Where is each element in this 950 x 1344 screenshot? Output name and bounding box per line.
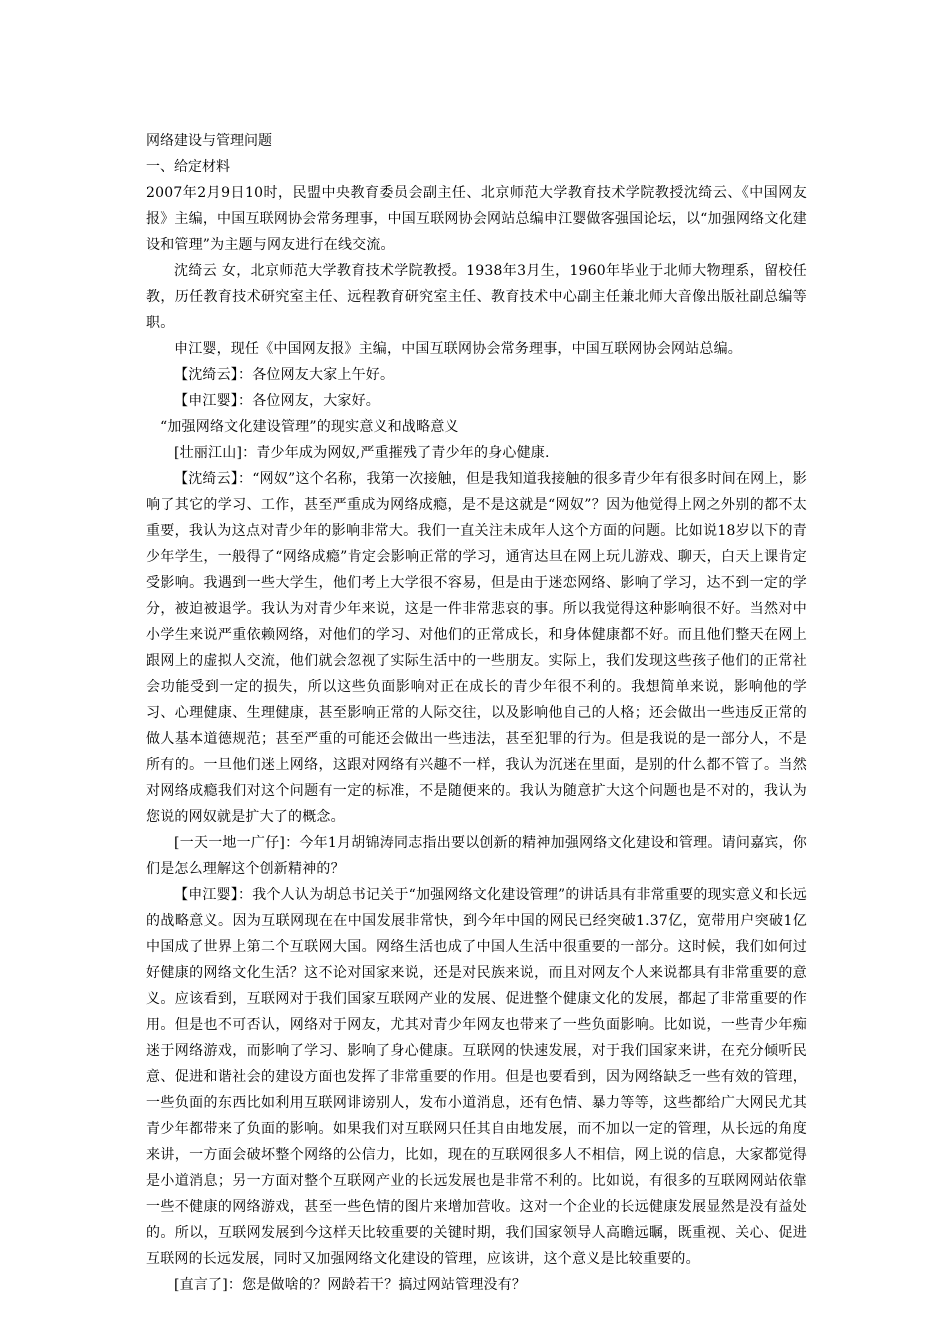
answer-jiang: 【申江婴】：我个人认为胡总书记关于“加强网络文化建设管理”的讲话具有非常重要的现实意义和长远的战略意义。因为互联网现在在中国发展非常快，到今年中国的网民已经突破1.37亿，宽带用户突破1亿中国成了世界上第二个互联网大国。网络生活也成了中国人生活中很重要的一部分。这时候，我们如何过好健康的网络文化生活？这不论对国家来说，还是对民族来说，而且对网友个人来说都具有非常重要的意义。应该看到，互联网对于我们国家互联网产业的发展、促进整个健康文化的发展，都起了非常重要的作用。但是也不可否认，网络对于网友，尤其对青少年网友也带来了一些负面影响。比如说，一些青少年痴迷于网络游戏，而影响了学习、影响了身心健康。互联网的快速发展，对于我们国家来讲，在充分倾听民意、促进和谐社会的建设方面也发挥了非常重要的作用。但是也要看到，因为网络缺乏一些有效的管理，一些负面的东西比如利用互联网诽谤别人，发布小道消息，还有色情、暴力等等，这些都给广大网民尤其青少年都带来了负面的影响。如果我们对互联网只任其自由地发展，而不加以一定的管理，从长远的角度来讲，一方面会破坏整个网络的公信力，比如，现在的互联网很多人不相信，网上说的信息，大家都觉得是小道消息；另一方面对整个互联网产业的长远发展也是非常不利的。比如说，有很多的互联网网站依靠一些不健康的网络游戏，甚至一些色情的图片来增加营收。这对一个企业的长远健康发展显然是没有益处的。所以，互联网发展到今这样天比较重要的关键时期，我们国家领导人高瞻远瞩，既重视、关心、促进互联网的长远发展，同时又加强网络文化建设的管理，应该讲，这个意义是比较重要的。 [146,887,807,1267]
question-guangzai: [一天一地一广仔]：今年1月胡锦涛同志指出要以创新的精神加强网络文化建设和管理。请问嘉宾，你们是怎么理解这个创新精神的？ [146,835,807,877]
topic-heading: “加强网络文化建设管理”的现实意义和战略意义 [160,419,459,435]
answer-shen: 【沈绮云】：“网奴”这个名称，我第一次接触，但是我知道我接触的很多青少年有很多时间在网上，影响了其它的学习、工作，甚至严重成为网络成瘾，是不是这就是“网奴”？因为他觉得上网之外别的都不太重要，我认为这点对青少年的影响非常大。我们一直关注未成年人这个方面的问题。比如说18岁以下的青少年学生，一般得了“网络成瘾”肯定会影响正常的学习，通宵达旦在网上玩儿游戏、聊天，白天上课肯定受影响。我遇到一些大学生，他们考上大学很不容易，但是由于迷恋网络、影响了学习，达不到一定的学分，被迫被退学。我认为对青少年来说，这是一件非常悲哀的事。所以我觉得这种影响很不好。当然对中小学生来说严重依赖网络，对他们的学习、对他们的正常成长，和身体健康都不好。而且他们整天在网上跟网上的虚拟人交流，他们就会忽视了实际生活中的一些朋友。实际上，我们发现这些孩子他们的正常社会功能受到一定的损失，所以这些负面影响对正在成长的青少年很不利的。我想简单来说，影响他的学习、心理健康、生理健康，甚至影响正常的人际交往，以及影响他自己的人格；还会做出一些违反正常的做人基本道德规范；甚至严重的可能还会做出一些违法，甚至犯罪的行为。但是我说的是一部分人，不是所有的。一旦他们迷上网络，这跟对网络有兴趣不一样，我认为沉迷在里面，是别的什么都不管了。当然对网络成瘾我们对这个问题有一定的标准，不是随便来的。我认为随意扩大这个问题也是不对的，我认为您说的网奴就是扩大了的概念。 [146,471,807,825]
question-zhiyan: [直言了]：您是做啥的？网龄若干？搞过网站管理没有？ [174,1277,527,1293]
greeting-jiang: 【申江婴】：各位网友，大家好。 [174,393,380,409]
guest-bio-jiang: 申江婴，现任《中国网友报》主编，中国互联网协会常务理事，中国互联网协会网站总编。 [174,341,742,357]
section-heading: 一、给定材料 [146,159,230,175]
guest-bio-shen: 沈绮云 女，北京师范大学教育技术学院教授。1938年3月生，1960年毕业于北师大物理系，留校任教，历任教育技术研究室主任、远程教育研究室主任、教育技术中心副主任兼北师大音像出版社副总编等职。 [146,263,807,331]
greeting-shen: 【沈绮云】：各位网友大家上午好。 [174,367,395,383]
intro-paragraph: 2007年2月9日10时，民盟中央教育委员会副主任、北京师范大学教育技术学院教授沈绮云、《中国网友报》主编，中国互联网协会常务理事，中国互联网协会网站总编申江婴做客强国论坛，以“加强网络文化建设和管理”为主题与网友进行在线交流。 [146,185,807,253]
document-title: 网络建设与管理问题 [146,133,272,149]
question-zhuangli: [壮丽江山]：青少年成为网奴,严重摧残了青少年的身心健康. [174,445,550,461]
